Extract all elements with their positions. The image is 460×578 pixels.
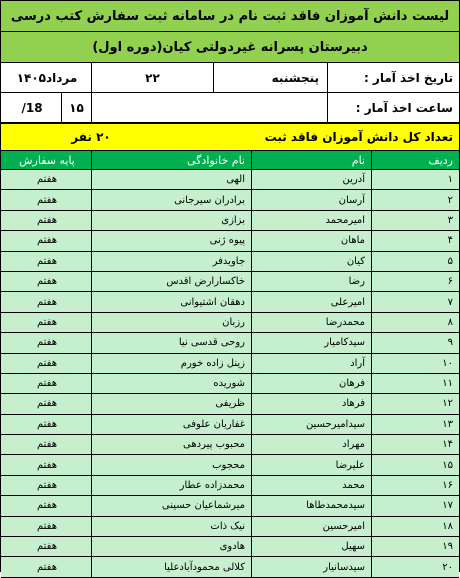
table-row <box>1 537 459 557</box>
time-hour: ۱۵ <box>61 93 91 122</box>
row-grade: هفتم <box>37 235 58 247</box>
table-row <box>1 231 459 251</box>
row-index: ۱۶ <box>371 476 459 495</box>
row-name: کیان <box>251 252 371 271</box>
row-name: آرسان <box>251 190 371 209</box>
table-row <box>1 333 459 353</box>
row-index: ۱۸ <box>371 517 459 536</box>
total-value: ۲۰ نفر <box>71 130 111 144</box>
row-grade: هفتم <box>37 357 58 369</box>
row-grade: هفتم <box>37 316 58 328</box>
row-family: شوریده <box>91 374 251 393</box>
row-grade: هفتم <box>37 398 58 410</box>
table-row <box>1 313 459 333</box>
time-minute: 18/ <box>21 100 43 115</box>
row-name: امیرعلی <box>251 292 371 311</box>
row-name: سیدسانیار <box>251 557 371 576</box>
row-grade: هفتم <box>37 439 58 451</box>
col-header-family: نام خانوادگی <box>91 151 251 169</box>
row-name: رضا <box>251 272 371 291</box>
row-name: مهراد <box>251 435 371 454</box>
total-label: تعداد کل دانش آموزان فاقد ثبت <box>264 130 453 144</box>
table-row <box>1 435 459 455</box>
school-name: دبیرستان پسرانه غیردولتی کیان(دوره اول) <box>1 32 459 62</box>
row-family: محمدزاده عطار <box>91 476 251 495</box>
row-index: ۱۷ <box>371 496 459 515</box>
row-family: محجوب <box>91 455 251 474</box>
title-row <box>1 1 459 32</box>
row-grade: هفتم <box>37 214 58 226</box>
row-grade: هفتم <box>37 418 58 430</box>
table-row <box>1 455 459 475</box>
table-body <box>1 170 459 578</box>
row-name: آدرین <box>251 170 371 189</box>
sheet-title: لیست دانش آموزان فاقد ثبت نام در سامانه ثبت سفارش کتب درسی <box>1 1 459 31</box>
table-row <box>1 354 459 374</box>
table-row <box>1 557 459 577</box>
row-name: سیدامیرحسین <box>251 415 371 434</box>
table-row <box>1 476 459 496</box>
table-row <box>1 517 459 537</box>
time-row <box>1 93 459 123</box>
row-family: برادران سیرجانی <box>91 190 251 209</box>
row-index: ۱ <box>371 170 459 189</box>
row-grade: هفتم <box>37 500 58 512</box>
row-family: زینل زاده خورم <box>91 354 251 373</box>
col-header-index: ردیف <box>371 151 459 169</box>
row-grade: هفتم <box>37 194 58 206</box>
row-family: ظریفی <box>91 394 251 413</box>
row-index: ۱۹ <box>371 537 459 556</box>
row-index: ۷ <box>371 292 459 311</box>
table-row <box>1 415 459 435</box>
row-family: نیک ذات <box>91 517 251 536</box>
row-family: الهی <box>91 170 251 189</box>
school-row <box>1 32 459 63</box>
row-name: آراد <box>251 354 371 373</box>
row-family: محبوب پیردهی <box>91 435 251 454</box>
time-label: ساعت اخذ آمار : <box>327 93 459 122</box>
row-index: ۵ <box>371 252 459 271</box>
table-row <box>1 170 459 190</box>
row-family: رزبان <box>91 313 251 332</box>
row-name: علیرضا <box>251 455 371 474</box>
table-header <box>1 151 459 170</box>
row-family: خاکسارارض اقدس <box>91 272 251 291</box>
table-row <box>1 272 459 292</box>
row-grade: هفتم <box>37 174 58 186</box>
row-family: غفاریان علوفی <box>91 415 251 434</box>
row-family: هادوی <box>91 537 251 556</box>
row-index: ۲ <box>371 190 459 209</box>
row-index: ۱۱ <box>371 374 459 393</box>
row-family: پیوه ژنی <box>91 231 251 250</box>
row-index: ۸ <box>371 313 459 332</box>
row-name: سهیل <box>251 537 371 556</box>
row-grade: هفتم <box>37 480 58 492</box>
table-row <box>1 394 459 414</box>
row-index: ۶ <box>371 272 459 291</box>
row-index: ۱۲ <box>371 394 459 413</box>
table-row <box>1 190 459 210</box>
row-name: محمدرضا <box>251 313 371 332</box>
row-grade: هفتم <box>37 520 58 532</box>
row-name: محمد <box>251 476 371 495</box>
time-blank <box>91 93 327 122</box>
row-index: ۴ <box>371 231 459 250</box>
day-value: ۲۲ <box>91 63 213 92</box>
row-index: ۱۵ <box>371 455 459 474</box>
total-row <box>1 123 459 151</box>
date-label: تاریخ اخذ آمار : <box>327 63 459 92</box>
row-grade: هفتم <box>37 255 58 267</box>
row-grade: هفتم <box>37 296 58 308</box>
row-index: ۹ <box>371 333 459 352</box>
date-row <box>1 63 459 93</box>
row-grade: هفتم <box>37 459 58 471</box>
row-index: ۱۰ <box>371 354 459 373</box>
row-grade: هفتم <box>37 276 58 288</box>
row-family: میرشماعیان حسینی <box>91 496 251 515</box>
row-name: سیدمحمدطاها <box>251 496 371 515</box>
month-year-value: مرداد۱۴۰۵ <box>16 70 78 85</box>
row-family: بزازی <box>91 211 251 230</box>
row-family: جاویدفر <box>91 252 251 271</box>
row-grade: هفتم <box>37 541 58 553</box>
col-header-grade: پایه سفارش <box>19 153 75 167</box>
table-row <box>1 292 459 312</box>
table-row <box>1 252 459 272</box>
row-index: ۳ <box>371 211 459 230</box>
row-name: ماهان <box>251 231 371 250</box>
row-name: فرهان <box>251 374 371 393</box>
row-family: دهقان اشتیوانی <box>91 292 251 311</box>
row-name: سیدکامیار <box>251 333 371 352</box>
row-name: فرهاد <box>251 394 371 413</box>
row-index: ۲۰ <box>371 557 459 576</box>
col-header-name: نام <box>251 151 371 169</box>
table-row <box>1 374 459 394</box>
row-grade: هفتم <box>37 337 58 349</box>
row-index: ۱۳ <box>371 415 459 434</box>
row-grade: هفتم <box>37 378 58 390</box>
row-grade: هفتم <box>37 561 58 573</box>
row-index: ۱۴ <box>371 435 459 454</box>
weekday-value: پنجشنبه <box>213 63 327 92</box>
row-family: روحی قدسی نیا <box>91 333 251 352</box>
table-row <box>1 496 459 516</box>
table-row <box>1 211 459 231</box>
row-name: امیرحسین <box>251 517 371 536</box>
row-name: امیرمحمد <box>251 211 371 230</box>
row-family: کلالی محمودآبادعلیا <box>91 557 251 576</box>
